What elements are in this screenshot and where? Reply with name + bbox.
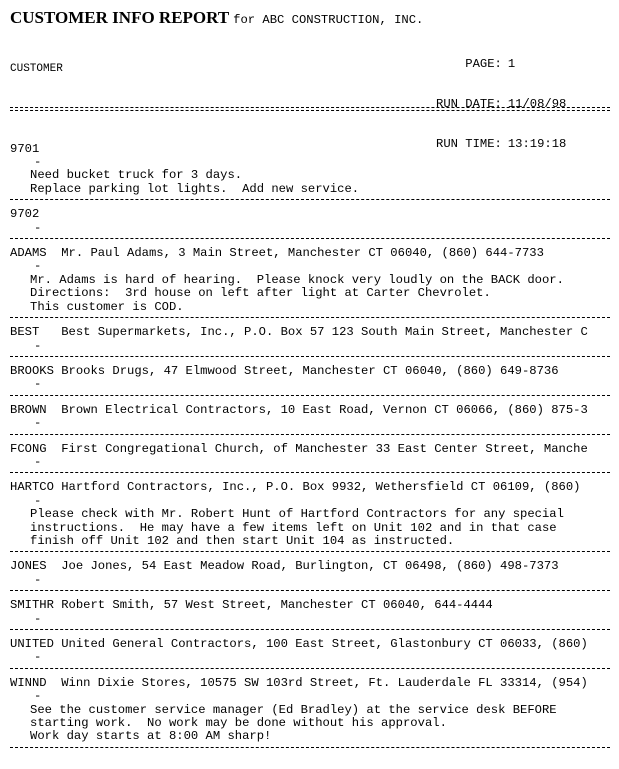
customer-note-line: This customer is COD. <box>30 299 184 314</box>
header-double-rule <box>10 107 610 111</box>
run-date-value: 11/08/98 <box>507 97 567 112</box>
customer-record <box>10 638 610 665</box>
customer-record <box>10 677 610 744</box>
record-dash: - <box>34 416 42 431</box>
run-time-value: 13:19:18 <box>507 137 567 152</box>
record-dash: - <box>34 155 42 170</box>
run-time-label: RUN TIME: <box>436 137 502 152</box>
record-dash: - <box>34 493 42 508</box>
record-dash: - <box>34 454 42 469</box>
customer-record <box>10 404 610 431</box>
customer-record <box>10 443 610 470</box>
customer-header-line: ADAMS Mr. Paul Adams, 3 Main Street, Manchester CT 06040, (860) 644-7733 <box>10 247 544 261</box>
customer-record <box>10 481 610 548</box>
customer-header-line: JONES Joe Jones, 54 East Meadow Road, Burlington, CT 06498, (860) 498-7373 <box>10 560 559 574</box>
separator-rule <box>10 629 610 630</box>
record-dash: - <box>34 611 42 626</box>
customer-note-line: finish off Unit 102 and then start Unit 104 as instructed. <box>30 533 455 548</box>
customer-header-line: 9702 <box>10 208 40 222</box>
record-dash: - <box>34 689 42 704</box>
separator-rule <box>10 317 610 318</box>
customer-header-line: UNITED United General Contractors, 100 East Street, Glastonbury CT 06033, (860) <box>10 638 588 651</box>
record-dash: - <box>34 572 42 587</box>
page-label: PAGE: <box>465 56 502 71</box>
customer-note-line: Directions: 3rd house on left after light at Carter Chevrolet. <box>30 286 491 301</box>
separator-rule <box>10 747 610 748</box>
record-dash: - <box>34 377 42 392</box>
separator-rule <box>10 668 610 669</box>
customer-record <box>10 560 610 587</box>
customer-header-line: BEST Best Supermarkets, Inc., P.O. Box 57 123 South Main Street, Manchester C <box>10 326 588 340</box>
customer-header-line: HARTCO Hartford Contractors, Inc., P.O. Box 9932, Wethersfield CT 06109, (860) <box>10 481 581 495</box>
customer-note-line: Need bucket truck for 3 days. <box>30 168 243 183</box>
report-title-company: for ABC CONSTRUCTION, INC. <box>233 13 424 27</box>
report-title-main: CUSTOMER INFO REPORT <box>10 8 230 27</box>
customer-record <box>10 247 610 314</box>
customer-note-line: starting work. No work may be done without his approval. <box>30 716 447 731</box>
customer-note-line: Work day starts at 8:00 AM sharp! <box>30 729 272 744</box>
records <box>10 80 610 769</box>
customer-note-line: See the customer service manager (Ed Bradley) at the service desk BEFORE <box>30 702 557 717</box>
customer-record <box>10 208 610 235</box>
customer-note-line: Mr. Adams is hard of hearing. Please knock very loudly on the BACK door. <box>30 272 564 287</box>
page-value: 1 <box>507 56 516 71</box>
customer-header-line: FCONG First Congregational Church, of Manchester 33 East Center Street, Manche <box>10 442 588 456</box>
customer-note-line: Replace parking lot lights. Add new service. <box>30 181 360 196</box>
separator-rule <box>10 551 610 552</box>
record-dash: - <box>34 650 42 665</box>
customer-column-label: CUSTOMER <box>10 63 63 75</box>
report-title <box>10 8 423 28</box>
separator-rule <box>10 395 610 396</box>
separator-rule <box>10 472 610 473</box>
customer-header-line: BROOKS Brooks Drugs, 47 Elmwood Street, Manchester CT 06040, (860) 649-8736 <box>10 364 559 378</box>
record-list <box>10 143 610 748</box>
customer-header-line: BROWN Brown Electrical Contractors, 10 East Road, Vernon CT 06066, (860) 875-3 <box>10 403 588 417</box>
customer-note-line: instructions. He may have a few items left on Unit 102 and in that case <box>30 520 557 535</box>
separator-rule <box>10 356 610 357</box>
separator-rule <box>10 590 610 591</box>
customer-record <box>10 326 610 353</box>
record-dash: - <box>34 338 42 353</box>
customer-record <box>10 365 610 392</box>
customer-note-line: Please check with Mr. Robert Hunt of Hartford Contractors for any special <box>30 507 564 522</box>
run-date-label: RUN DATE: <box>436 97 502 112</box>
separator-rule <box>10 199 610 200</box>
customer-header-line: WINND Winn Dixie Stores, 10575 SW 103rd Street, Ft. Lauderdale FL 33314, (954) <box>10 676 588 690</box>
record-dash: - <box>34 259 42 274</box>
record-dash: - <box>34 220 42 235</box>
customer-header-line: 9701 <box>10 142 40 156</box>
separator-rule <box>10 238 610 239</box>
separator-rule <box>10 434 610 435</box>
customer-record <box>10 599 610 626</box>
customer-record <box>10 143 610 197</box>
page-row <box>436 58 580 71</box>
customer-header-line: SMITHR Robert Smith, 57 West Street, Manchester CT 06040, 644-4444 <box>10 599 493 613</box>
